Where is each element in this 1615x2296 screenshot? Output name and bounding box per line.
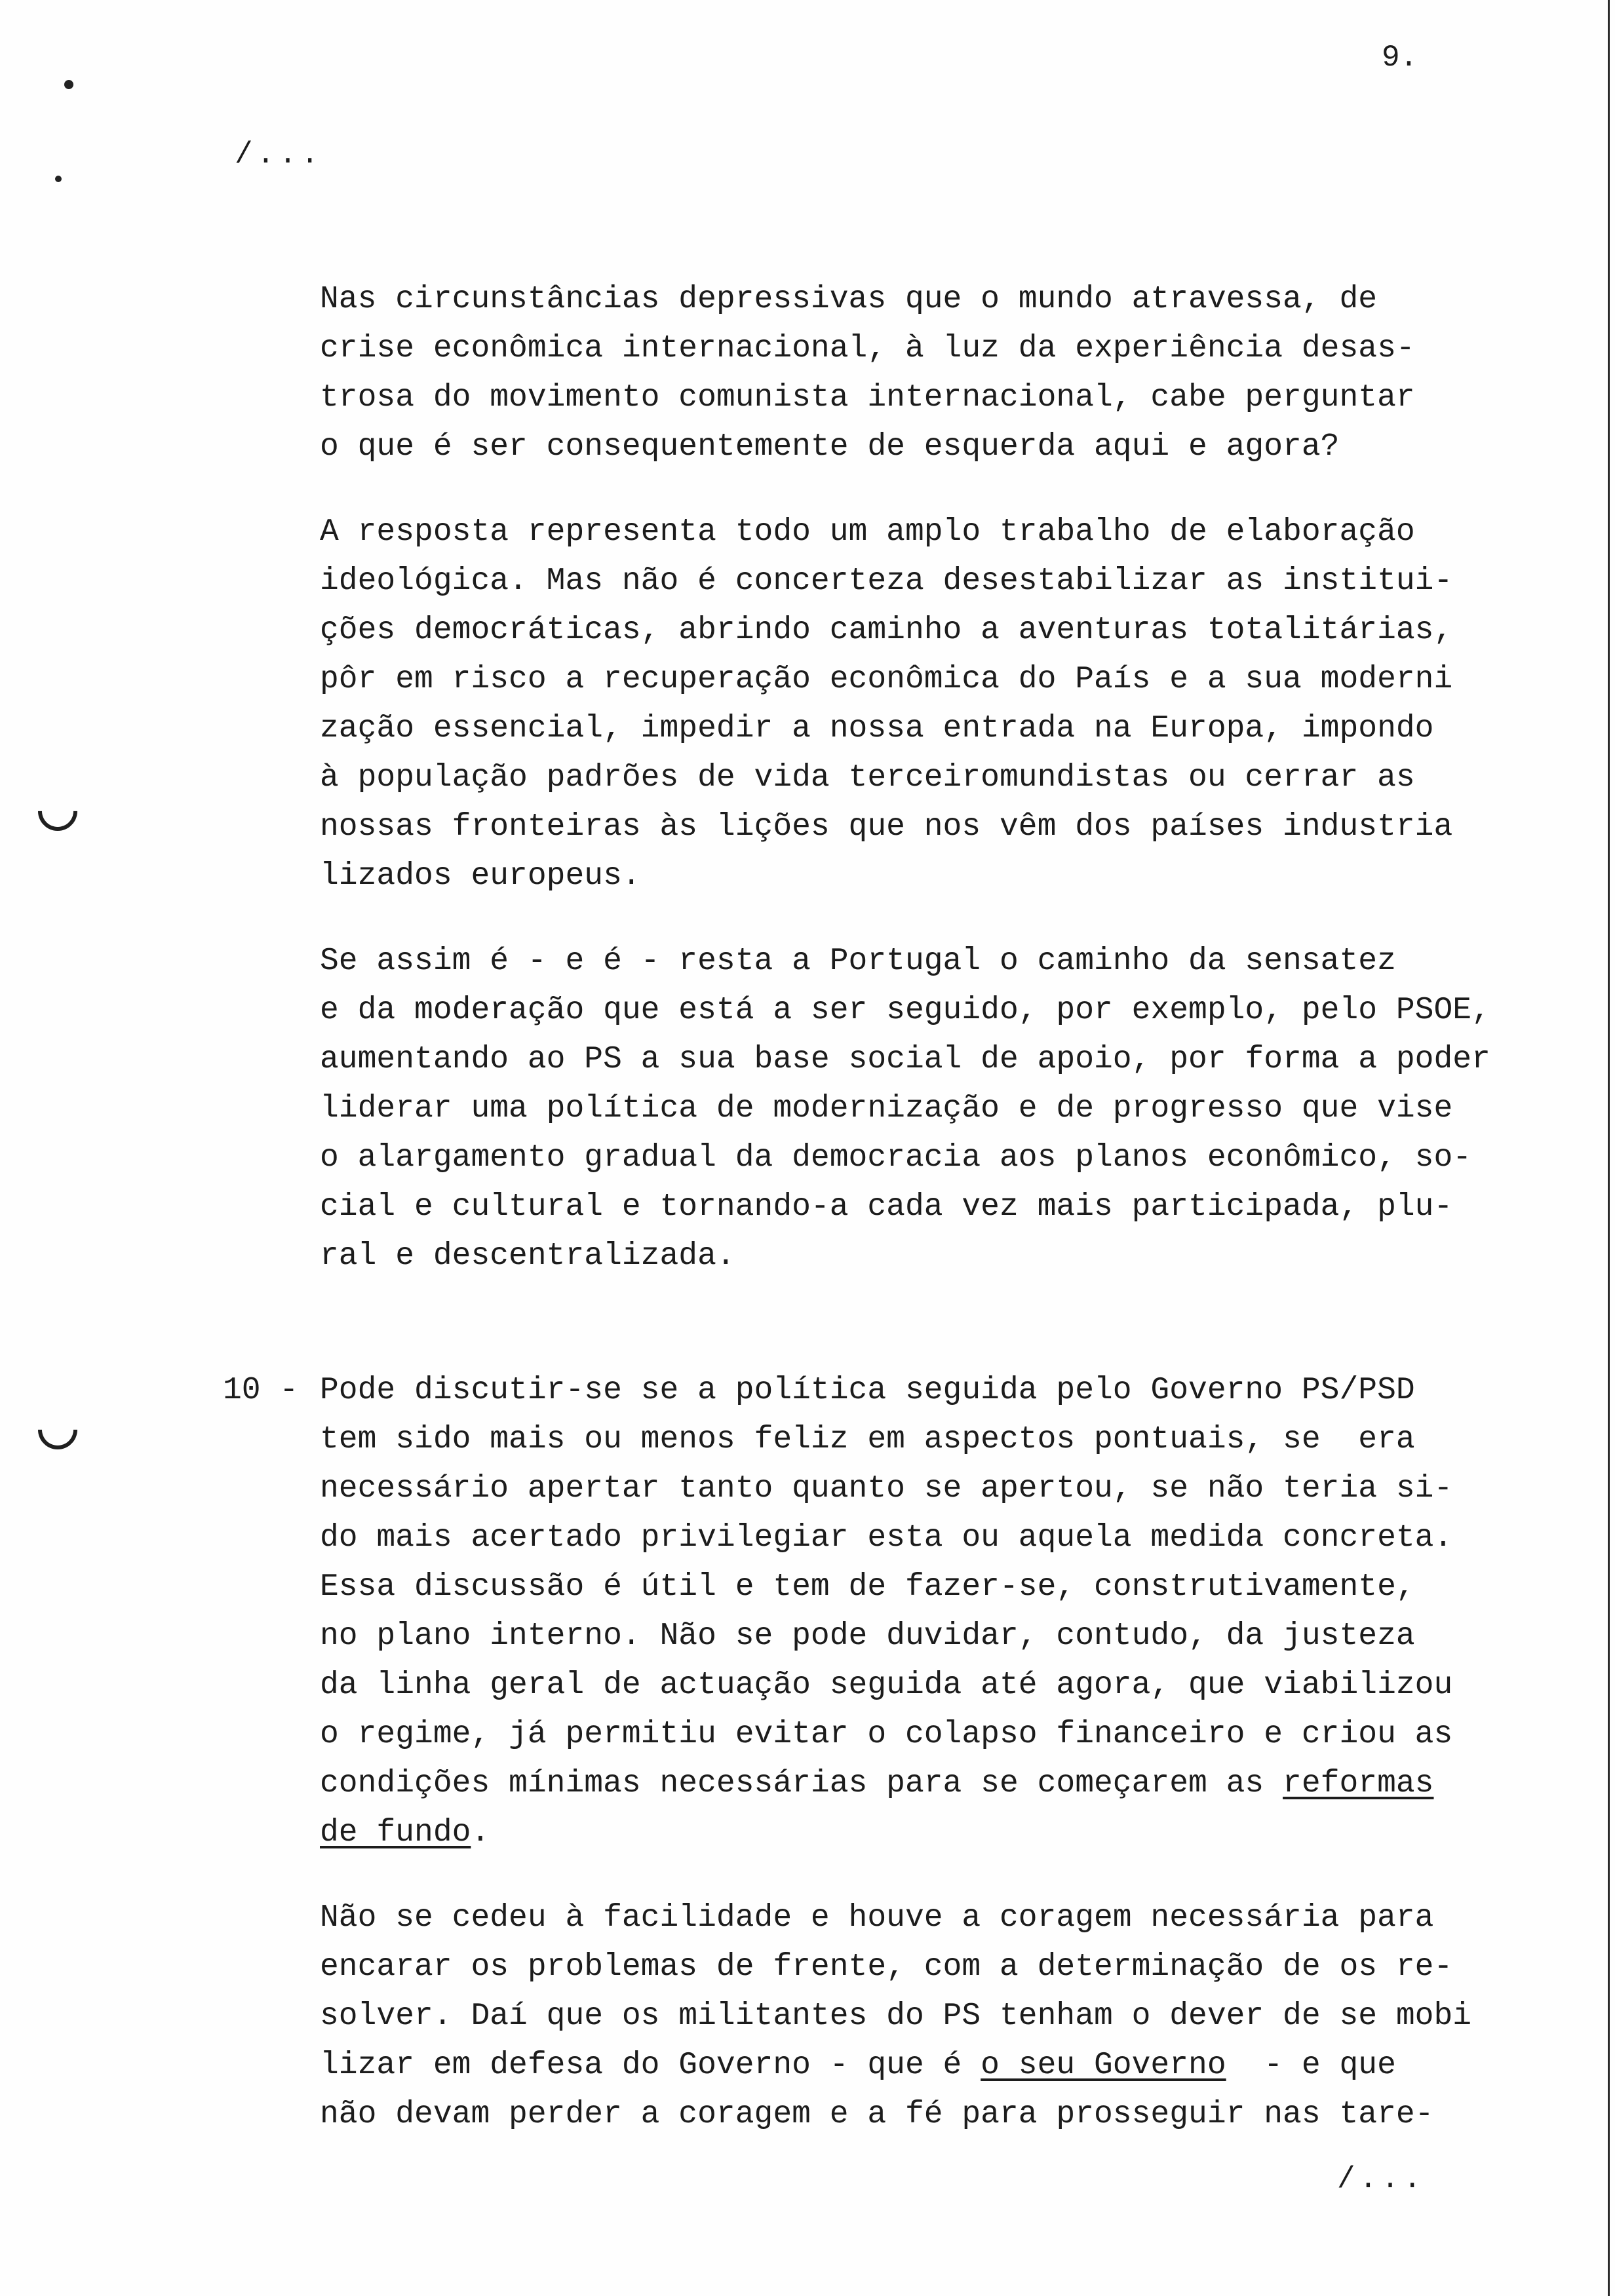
page-edge-line [1608, 0, 1610, 2296]
text-line: nossas fronteiras às lições que nos vêm dos países industria [320, 809, 1453, 845]
punch-hole-mark [30, 784, 86, 839]
text-line: da linha geral de actuação seguida até agora, que viabilizou [320, 1668, 1453, 1703]
text-line: Se assim é - e é - resta a Portugal o caminho da sensatez [320, 944, 1396, 979]
text-line: necessário apertar tanto quanto se apertou, se não teria si- [320, 1471, 1453, 1506]
underlined-text: reformas [1283, 1766, 1434, 1801]
continuation-mark-top: /... [235, 138, 323, 172]
text-line: ideológica. Mas não é concerteza desestabilizar as institui- [320, 564, 1453, 599]
text-line: lizados europeus. [320, 858, 641, 894]
text-line: aumentando ao PS a sua base social de apoio, por forma a poder [320, 1042, 1490, 1077]
text-line: zação essencial, impedir a nossa entrada na Europa, impondo [320, 711, 1434, 746]
text-line [320, 1808, 1552, 1858]
ink-dot [55, 176, 62, 182]
text-line: solver. Daí que os militantes do PS tenham o dever de se mobi [320, 1999, 1472, 2034]
text-segment: condições mínimas necessárias para se começarem as [320, 1766, 1283, 1801]
text-line: o que é ser consequentemente de esquerda aqui e agora? [320, 429, 1340, 465]
page-number: 9. [1382, 41, 1418, 75]
paragraph-2 [320, 508, 1552, 901]
text-line: trosa do movimento comunista internacional, cabe perguntar [320, 380, 1415, 415]
text-segment: lizar em defesa do Governo - que é [320, 2048, 981, 2083]
text-line: Nas circunstâncias depressivas que o mundo atravessa, de [320, 282, 1378, 317]
text-line: A resposta representa todo um amplo trabalho de elaboração [320, 514, 1415, 550]
continuation-mark-bottom: /... [1337, 2162, 1426, 2196]
text-line: encarar os problemas de frente, com a determinação de os re- [320, 1949, 1453, 1985]
text-line [320, 2041, 1552, 2090]
paragraph-4 [320, 1366, 1552, 1858]
text-line: tem sido mais ou menos feliz em aspectos pontuais, se era [320, 1422, 1415, 1457]
text-line: Não se cedeu à facilidade e houve a coragem necessária para [320, 1900, 1434, 1936]
paragraph-3 [320, 937, 1552, 1281]
text-segment: - e que [1226, 2048, 1396, 2083]
punch-hole-mark [30, 1402, 86, 1458]
text-line: ções democráticas, abrindo caminho a aventuras totalitárias, [320, 613, 1453, 648]
text-line [320, 1759, 1552, 1808]
text-line: do mais acertado privilegiar esta ou aquela medida concreta. [320, 1520, 1453, 1556]
text-line: o alargamento gradual da democracia aos planos econômico, so- [320, 1140, 1472, 1176]
text-line: pôr em risco a recuperação econômica do País e a sua moderni [320, 662, 1453, 697]
underlined-text: de fundo [320, 1815, 471, 1850]
text-line: Essa discussão é útil e tem de fazer-se, construtivamente, [320, 1569, 1415, 1605]
underlined-text: o seu Governo [981, 2048, 1226, 2083]
text-line: não devam perder a coragem e a fé para prosseguir nas tare- [320, 2097, 1434, 2132]
text-line: no plano interno. Não se pode duvidar, contudo, da justeza [320, 1618, 1415, 1654]
text-line: crise econômica internacional, à luz da experiência desas- [320, 331, 1415, 366]
paragraph-1 [320, 275, 1552, 472]
text-line: ral e descentralizada. [320, 1238, 735, 1274]
paragraph-5 [320, 1894, 1552, 2139]
text-line: liderar uma política de modernização e de progresso que vise [320, 1091, 1453, 1126]
ink-dot [64, 80, 73, 89]
item-number: 10 - [223, 1373, 299, 1408]
text-line: cial e cultural e tornando-a cada vez mais participada, plu- [320, 1189, 1453, 1225]
text-segment: . [471, 1815, 490, 1850]
text-line: Pode discutir-se se a política seguida pelo Governo PS/PSD [320, 1373, 1415, 1408]
text-line: à população padrões de vida terceiromundistas ou cerrar as [320, 760, 1415, 795]
text-line: o regime, já permitiu evitar o colapso financeiro e criou as [320, 1717, 1453, 1752]
text-line: e da moderação que está a ser seguido, por exemplo, pelo PSOE, [320, 993, 1490, 1028]
